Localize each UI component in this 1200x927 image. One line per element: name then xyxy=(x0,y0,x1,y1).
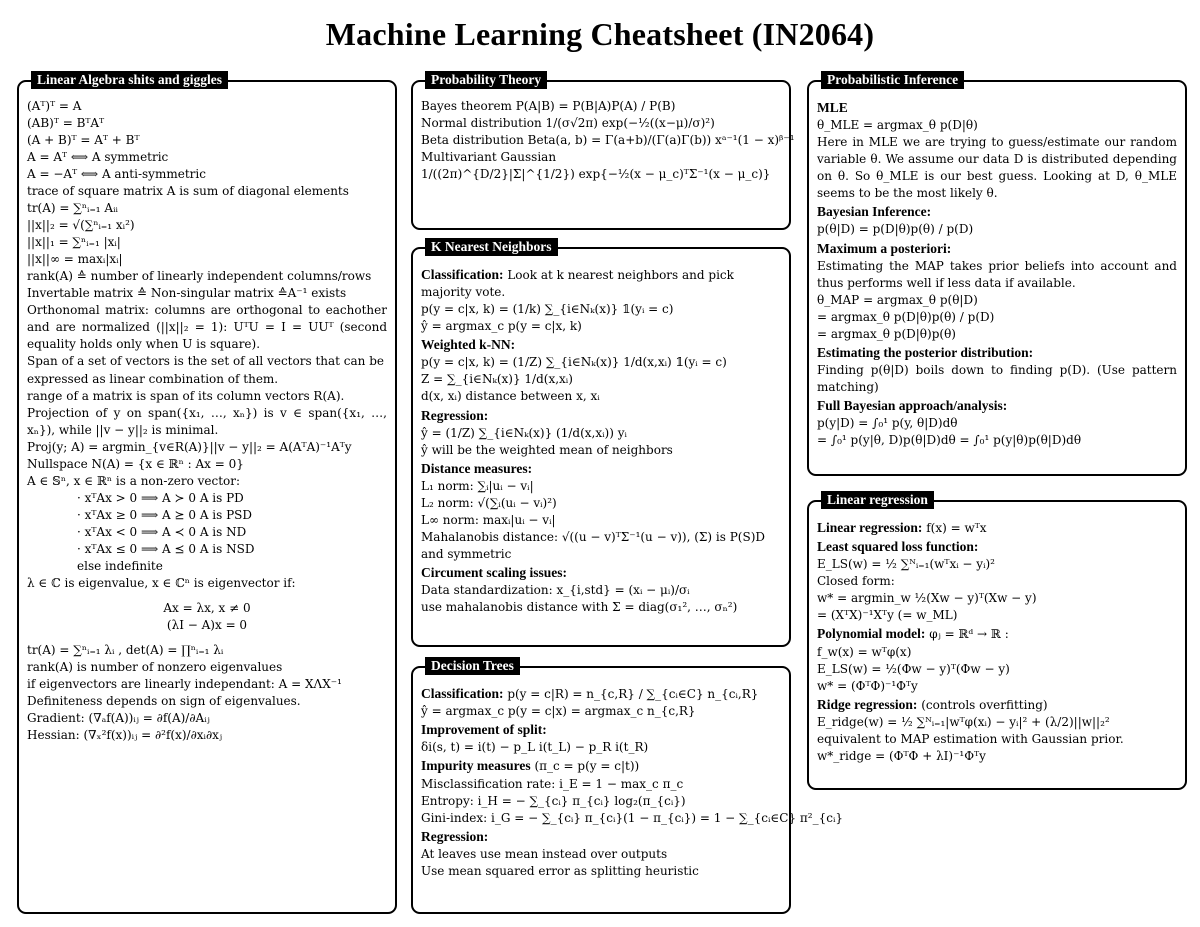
formula-line: (λI − A)x = 0 xyxy=(166,617,248,632)
formula-line: Misclassification rate: i_E = 1 − max_c π_c xyxy=(421,776,684,791)
text-line: Definiteness depends on sign of eigenvalues. xyxy=(27,694,301,709)
section-title: Linear Algebra shits and giggles xyxy=(31,71,228,89)
formula-line: w*_ridge = (ΦᵀΦ + λI)⁻¹Φᵀy xyxy=(817,748,986,763)
text-line: Estimating the MAP takes prior beliefs into account and thus performs well if less data if available. xyxy=(817,258,1177,290)
text-line: Projection of y on span({x₁, …, xₙ}) is v ∈ span({x₁, …, xₙ}), while ||v − y||₂ is minimal. xyxy=(27,405,387,437)
formula-line: f_w(x) = wᵀφ(x) xyxy=(817,644,912,659)
formula-line: A = −Aᵀ ⟺ A anti-symmetric xyxy=(27,167,206,182)
formula-line: Gini-index: i_G = − ∑_{cᵢ} π_{cᵢ}(1 − π_{cᵢ}) = 1 − ∑_{cᵢ∈C} π²_{cᵢ} xyxy=(421,810,843,825)
formula-line: Gradient: (∇ₐf(A))ᵢⱼ = ∂f(A)/∂Aᵢⱼ xyxy=(27,711,210,726)
formula-line: Data standardization: x_{i,std} = (xᵢ − μᵢ)/σᵢ xyxy=(421,583,690,598)
formula-line: (AB)ᵀ = BᵀAᵀ xyxy=(27,116,105,131)
subheading: Maximum a posteriori: xyxy=(817,240,952,256)
text-line: (controls overfitting) xyxy=(917,697,1048,712)
formula-line: ŷ = argmax_c p(y = c|x, k) xyxy=(421,319,582,334)
formula-line: ŷ = (1/Z) ∑_{i∈Nₖ(x)} (1/d(x,xᵢ)) yᵢ xyxy=(421,425,627,440)
formula-line: θ_MLE = argmax_θ p(D|θ) xyxy=(817,118,978,133)
formula-line: ||x||₂ = √(∑ⁿᵢ₌₁ xᵢ²) xyxy=(27,218,135,233)
subheading: MLE xyxy=(817,100,848,115)
subheading: Full Bayesian approach/analysis: xyxy=(817,398,1008,414)
formula-line: Mahalanobis distance: √((u − v)ᵀΣ⁻¹(u − v)), (Σ) is P(S)D and symmetric xyxy=(421,529,765,561)
formula-line: Ax = λx, x ≠ 0 xyxy=(163,600,251,615)
definiteness-item: · xᵀAx ≥ 0 ⟹ A ⪰ 0 A is PSD xyxy=(77,507,253,522)
formula-line: Bayes theorem P(A|B) = P(B|A)P(A) / P(B) xyxy=(421,99,676,113)
subheading: Distance measures: xyxy=(421,460,533,476)
formula-line: tr(A) = ∑ⁿᵢ₌₁ Aᵢᵢ xyxy=(27,201,118,216)
section-probabilistic-inference xyxy=(807,72,1187,476)
formula-line: 1/((2π)^{D/2}|Σ|^{1/2}) exp{−½(x − μ_c)ᵀΣ⁻¹(x − μ_c)} xyxy=(421,167,771,182)
section-linear-algebra xyxy=(17,72,397,914)
formula-line: = (XᵀX)⁻¹Xᵀy (= w_ML) xyxy=(817,608,958,623)
subheading: Estimating the posterior distribution: xyxy=(817,344,1034,360)
formula-line: ||x||∞ = maxᵢ|xᵢ| xyxy=(27,252,123,267)
subheading: Weighted k-NN: xyxy=(421,337,516,353)
definiteness-item: · xᵀAx < 0 ⟹ A ≺ 0 A is ND xyxy=(77,524,247,539)
formula-line: = argmax_θ p(D|θ)p(θ) xyxy=(817,326,956,341)
text-line: Look at k nearest neighbors and pick majority vote. xyxy=(421,268,734,300)
subheading: Impurity measures xyxy=(421,758,531,774)
formula-line: (Aᵀ)ᵀ = A xyxy=(27,99,82,113)
formula-line: w* = argmin_w ½(Xw − y)ᵀ(Xw − y) xyxy=(817,591,1037,606)
formula-line: A = Aᵀ ⟺ A symmetric xyxy=(27,150,169,165)
text-line: Use mean squared error as splitting heuristic xyxy=(421,863,699,878)
definiteness-item: else indefinite xyxy=(77,558,163,573)
text-line: Here in MLE we are trying to guess/estimate our random variable θ. We assume our data D is distributed depending on θ. So θ_MLE is our best guess. Looking at D, θ_MLE seems to be the most likely θ. xyxy=(817,135,1177,201)
text-line: At leaves use mean instead over outputs xyxy=(421,846,668,861)
section-title: Linear regression xyxy=(821,491,934,509)
subheading: Improvement of split: xyxy=(421,722,547,738)
formula-line: E_LS(w) = ½(Φw − y)ᵀ(Φw − y) xyxy=(817,661,1010,676)
text-line: Finding p(θ|D) boils down to finding p(D). (Use pattern matching) xyxy=(817,362,1177,394)
formula-line: = ∫₀¹ p(y|θ, D)p(θ|D)dθ = ∫₀¹ p(y|θ)p(θ|D)dθ xyxy=(817,433,1082,448)
formula-line: L₁ norm: ∑ᵢ|uᵢ − vᵢ| xyxy=(421,478,534,493)
subheading: Classification: xyxy=(421,267,504,282)
subheading: Least squared loss function: xyxy=(817,539,979,555)
formula-line: φⱼ = ℝᵈ → ℝ : xyxy=(925,627,1009,642)
section-linear-regression xyxy=(807,492,1187,790)
section-title: K Nearest Neighbors xyxy=(425,238,558,256)
formula-line: L∞ norm: maxᵢ|uᵢ − vᵢ| xyxy=(421,512,556,527)
formula-line: w* = (ΦᵀΦ)⁻¹Φᵀy xyxy=(817,678,918,693)
subheading: Ridge regression: xyxy=(817,696,918,712)
formula-line: p(y = c|R) = n_{c,R} / ∑_{cᵢ∈C} n_{cᵢ,R} xyxy=(503,687,759,701)
text-line: range of a matrix is span of its column vectors R(A). xyxy=(27,388,345,403)
formula-line: E_LS(w) = ½ ∑ᴺᵢ₌₁(wᵀxᵢ − yᵢ)² xyxy=(817,557,995,572)
formula-line: tr(A) = ∑ⁿᵢ₌₁ λᵢ , det(A) = ∏ⁿᵢ₌₁ λᵢ xyxy=(27,642,224,657)
subheading: Circument scaling issues: xyxy=(421,565,568,581)
section-title: Probabilistic Inference xyxy=(821,71,964,89)
definiteness-item: · xᵀAx ≤ 0 ⟹ A ⪯ 0 A is NSD xyxy=(77,541,255,556)
formula-line: if eigenvectors are linearly independant: A = XΛX⁻¹ xyxy=(27,677,342,692)
formula-line: δi(s, t) = i(t) − p_L i(t_L) − p_R i(t_R) xyxy=(421,740,649,755)
formula-line: (π_c = p(y = c|t)) xyxy=(530,759,640,774)
subheading: Bayesian Inference: xyxy=(817,204,932,220)
text-line: trace of square matrix A is sum of diagonal elements xyxy=(27,184,349,199)
section-probability-theory xyxy=(411,72,795,230)
text-line: Span of a set of vectors is the set of all vectors that can be expressed as linear combination of them. xyxy=(27,354,384,386)
formula-line: λ ∈ ℂ is eigenvalue, x ∈ ℂⁿ is eigenvector if: xyxy=(27,575,296,590)
text-line: rank(A) is number of nonzero eigenvalues xyxy=(27,660,283,674)
subheading: Linear regression: xyxy=(817,520,923,535)
formula-line: L₂ norm: √(∑ᵢ(uᵢ − vᵢ)²) xyxy=(421,495,557,510)
formula-line: Hessian: (∇ₓ²f(x))ᵢⱼ = ∂²f(x)/∂xᵢ∂xⱼ xyxy=(27,728,223,743)
section-knn xyxy=(411,239,791,647)
text-line: equivalent to MAP estimation with Gaussian prior. xyxy=(817,731,1124,746)
formula-line: ||x||₁ = ∑ⁿᵢ₌₁ |xᵢ| xyxy=(27,235,121,250)
formula-line: p(y|D) = ∫₀¹ p(y, θ|D)dθ xyxy=(817,416,958,431)
formula-line: use mahalanobis distance with Σ = diag(σ₁², …, σₙ²) xyxy=(421,600,738,615)
formula-line: Proj(y; A) = argmin_{v∈R(A)}||v − y||₂ = A(AᵀA)⁻¹Aᵀy xyxy=(27,439,352,454)
section-title: Decision Trees xyxy=(425,657,520,675)
section-title: Probability Theory xyxy=(425,71,547,89)
formula-line: θ_MAP = argmax_θ p(θ|D) xyxy=(817,292,978,307)
subheading: Polynomial model: xyxy=(817,626,926,642)
formula-line: A ∈ 𝕊ⁿ, x ∈ ℝⁿ is a non-zero vector: xyxy=(27,473,241,488)
formula-line: p(y = c|x, k) = (1/k) ∑_{i∈Nₖ(x)} 𝟙(yᵢ = c) xyxy=(421,302,674,317)
formula-line: Nullspace N(A) = {x ∈ ℝⁿ : Ax = 0} xyxy=(27,456,244,471)
definiteness-item: · xᵀAx > 0 ⟹ A ≻ 0 A is PD xyxy=(77,490,244,505)
formula-line: p(θ|D) = p(D|θ)p(θ) / p(D) xyxy=(817,222,974,237)
text-line: Orthonomal matrix: columns are orthogonal to eachother and are normalized (||x||₂ = 1): UᵀU = I = UUᵀ (second equality holds only when U is square). xyxy=(27,303,387,352)
formula-line: Z = ∑_{i∈Nₖ(x)} 1/d(x,xᵢ) xyxy=(421,372,573,387)
text-line: Closed form: xyxy=(817,574,895,589)
formula-line: Normal distribution 1/(σ√2π) exp(−½((x−μ)/σ)²) xyxy=(421,116,715,131)
text-line: Invertable matrix ≙ Non-singular matrix ≙A⁻¹ exists xyxy=(27,286,347,301)
subheading: Classification: xyxy=(421,686,504,701)
formula-line: (A + B)ᵀ = Aᵀ + Bᵀ xyxy=(27,133,140,148)
section-decision-trees xyxy=(411,658,843,914)
subheading: Regression: xyxy=(421,407,489,423)
formula-line: = argmax_θ p(D|θ)p(θ) / p(D) xyxy=(817,309,995,324)
text-line: rank(A) ≙ number of linearly independent columns/rows xyxy=(27,269,372,284)
formula-line: Beta distribution Beta(a, b) = Γ(a+b)/(Γ(a)Γ(b)) xᵃ⁻¹(1 − x)ᵝ⁻¹ xyxy=(421,133,795,148)
formula-line: ŷ = argmax_c p(y = c|x) = argmax_c n_{c,R} xyxy=(421,704,696,719)
subheading: Regression: xyxy=(421,828,489,844)
formula-line: d(x, xᵢ) distance between x, xᵢ xyxy=(421,389,600,404)
formula-line: Entropy: i_H = − ∑_{cᵢ} π_{cᵢ} log₂(π_{cᵢ}) xyxy=(421,793,686,808)
formula-line: E_ridge(w) = ½ ∑ᴺᵢ₌₁|wᵀφ(xᵢ) − yᵢ|² + (λ/2)||w||₂² xyxy=(817,714,1110,729)
text-line: Multivariant Gaussian xyxy=(421,150,557,165)
text-line: ŷ will be the weighted mean of neighbors xyxy=(421,442,673,457)
page-title: Machine Learning Cheatsheet (IN2064) xyxy=(325,16,875,52)
formula-line: p(y = c|x, k) = (1/Z) ∑_{i∈Nₖ(x)} 1/d(x,xᵢ) 𝟙(yᵢ = c) xyxy=(421,355,727,370)
formula-line: f(x) = wᵀx xyxy=(922,521,987,535)
